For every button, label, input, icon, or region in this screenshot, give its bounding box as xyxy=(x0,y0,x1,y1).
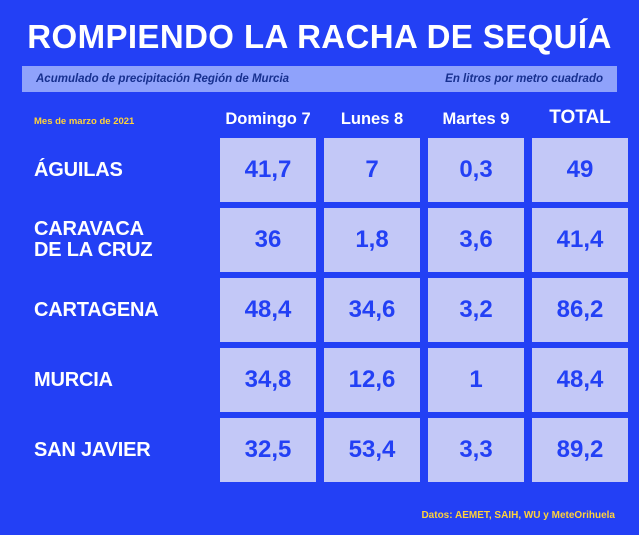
cell-cartagena-total: 86,2 xyxy=(532,278,628,342)
cell-san-javier-martes: 3,3 xyxy=(428,418,524,482)
row-label-line1: MURCIA xyxy=(34,368,113,391)
cell-cartagena-lunes: 34,6 xyxy=(324,278,420,342)
row-label-line1: CARAVACA xyxy=(34,218,144,240)
column-header-lunes: Lunes 8 xyxy=(340,110,404,128)
cell-san-javier-total: 89,2 xyxy=(532,418,628,482)
cell-cartagena-martes: 3,2 xyxy=(428,278,524,342)
cell-caravaca-total: 41,4 xyxy=(532,208,628,272)
subtitle-bar xyxy=(22,66,617,92)
cell-murcia-lunes: 12,6 xyxy=(324,348,420,412)
cell-cartagena-domingo: 48,4 xyxy=(220,278,316,342)
row-label-line1: ÁGUILAS xyxy=(34,158,123,181)
column-header-martes: Martes 9 xyxy=(442,110,510,128)
cell-murcia-domingo: 34,8 xyxy=(220,348,316,412)
table-row xyxy=(30,278,628,342)
cell-murcia-total: 48,4 xyxy=(532,348,628,412)
table-row xyxy=(30,208,628,272)
column-header-total: TOTAL xyxy=(549,107,611,128)
precipitation-table xyxy=(22,106,636,482)
cell-aguilas-domingo: 41,7 xyxy=(220,138,316,202)
row-label-line2: DE LA CRUZ xyxy=(34,239,153,261)
source-credit: Datos: AEMET, SAIH, WU y MeteOrihuela xyxy=(421,510,615,521)
column-header-domingo: Domingo 7 xyxy=(225,110,311,128)
row-label-caravaca xyxy=(30,208,212,272)
cell-san-javier-domingo: 32,5 xyxy=(220,418,316,482)
row-label-murcia xyxy=(30,348,212,412)
row-label-aguilas xyxy=(30,138,212,202)
row-label-san-javier xyxy=(30,418,212,482)
month-label: Mes de marzo de 2021 xyxy=(34,116,135,127)
subtitle-left: Acumulado de precipitación Región de Murcia xyxy=(36,73,290,85)
table-row xyxy=(30,348,628,412)
table-row xyxy=(30,138,628,202)
cell-caravaca-lunes: 1,8 xyxy=(324,208,420,272)
row-label-line1: CARTAGENA xyxy=(34,298,159,321)
row-label-cartagena xyxy=(30,278,212,342)
table-header-row xyxy=(30,106,628,138)
row-label-line1: SAN JAVIER xyxy=(34,438,151,461)
table-row xyxy=(30,418,628,482)
subtitle-right: En litros por metro cuadrado xyxy=(445,73,603,85)
cell-caravaca-domingo: 36 xyxy=(220,208,316,272)
cell-aguilas-total: 49 xyxy=(532,138,628,202)
cell-caravaca-martes: 3,6 xyxy=(428,208,524,272)
cell-murcia-martes: 1 xyxy=(428,348,524,412)
page-title: ROMPIENDO LA RACHA DE SEQUÍA xyxy=(27,18,612,55)
cell-aguilas-martes: 0,3 xyxy=(428,138,524,202)
cell-san-javier-lunes: 53,4 xyxy=(324,418,420,482)
cell-aguilas-lunes: 7 xyxy=(324,138,420,202)
